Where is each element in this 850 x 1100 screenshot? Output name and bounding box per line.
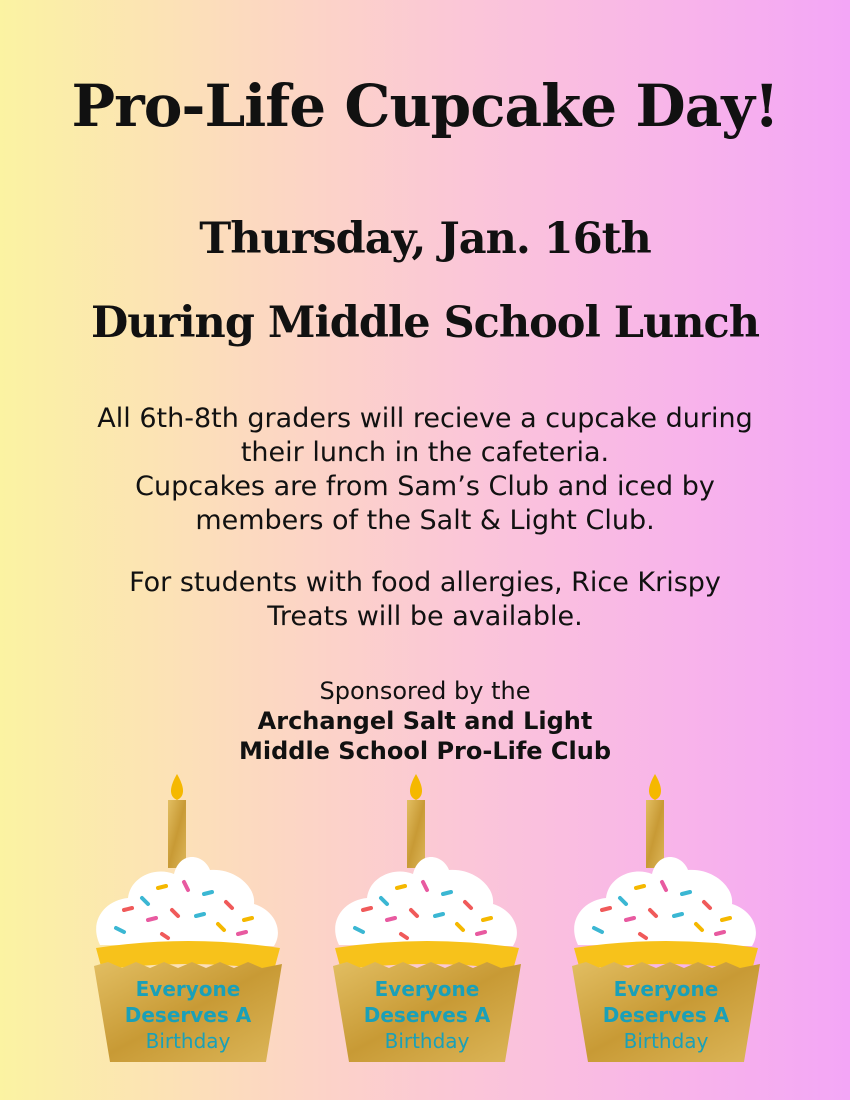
candle-icon xyxy=(407,800,425,868)
cupcake-illustration xyxy=(88,770,288,1070)
cupcake-text-line1: Everyone xyxy=(374,977,480,1001)
cupcake-text-line2: Deserves A xyxy=(602,1003,730,1027)
cupcake-illustration xyxy=(327,770,527,1070)
sponsor-name-line1: Archangel Salt and Light xyxy=(257,707,593,735)
flame-icon xyxy=(649,774,661,800)
sponsor-intro: Sponsored by the xyxy=(319,677,531,705)
allergy-note xyxy=(30,566,820,634)
event-date: Thursday, Jan. 16th xyxy=(199,214,651,264)
cupcake-text-line3: Birthday xyxy=(145,1029,231,1053)
flame-icon xyxy=(171,774,183,800)
cupcake-text-line1: Everyone xyxy=(613,977,719,1001)
allergy-line: For students with food allergies, Rice Krispy xyxy=(129,567,721,598)
page-title: Pro-Life Cupcake Day! xyxy=(71,72,779,140)
cupcake-text-line2: Deserves A xyxy=(363,1003,491,1027)
description-line: members of the Salt & Light Club. xyxy=(195,505,655,536)
cupcake-text-line1: Everyone xyxy=(135,977,241,1001)
event-time: During Middle School Lunch xyxy=(91,298,759,348)
cupcake-text-line2: Deserves A xyxy=(124,1003,252,1027)
sponsor-name-line2: Middle School Pro-Life Club xyxy=(238,737,612,765)
description-line: All 6th-8th graders will recieve a cupcake during xyxy=(97,403,753,434)
allergy-line: Treats will be available. xyxy=(267,601,583,632)
cupcake-text-line3: Birthday xyxy=(384,1029,470,1053)
candle-icon xyxy=(646,800,664,868)
cupcake-illustration xyxy=(566,770,766,1070)
candle-icon xyxy=(168,800,186,868)
description-line: their lunch in the cafeteria. xyxy=(240,437,610,468)
event-description xyxy=(30,402,820,538)
description-line: Cupcakes are from Sam’s Club and iced by xyxy=(135,471,715,502)
cupcake-text-line3: Birthday xyxy=(623,1029,709,1053)
flame-icon xyxy=(410,774,422,800)
sponsor-block xyxy=(0,676,850,766)
